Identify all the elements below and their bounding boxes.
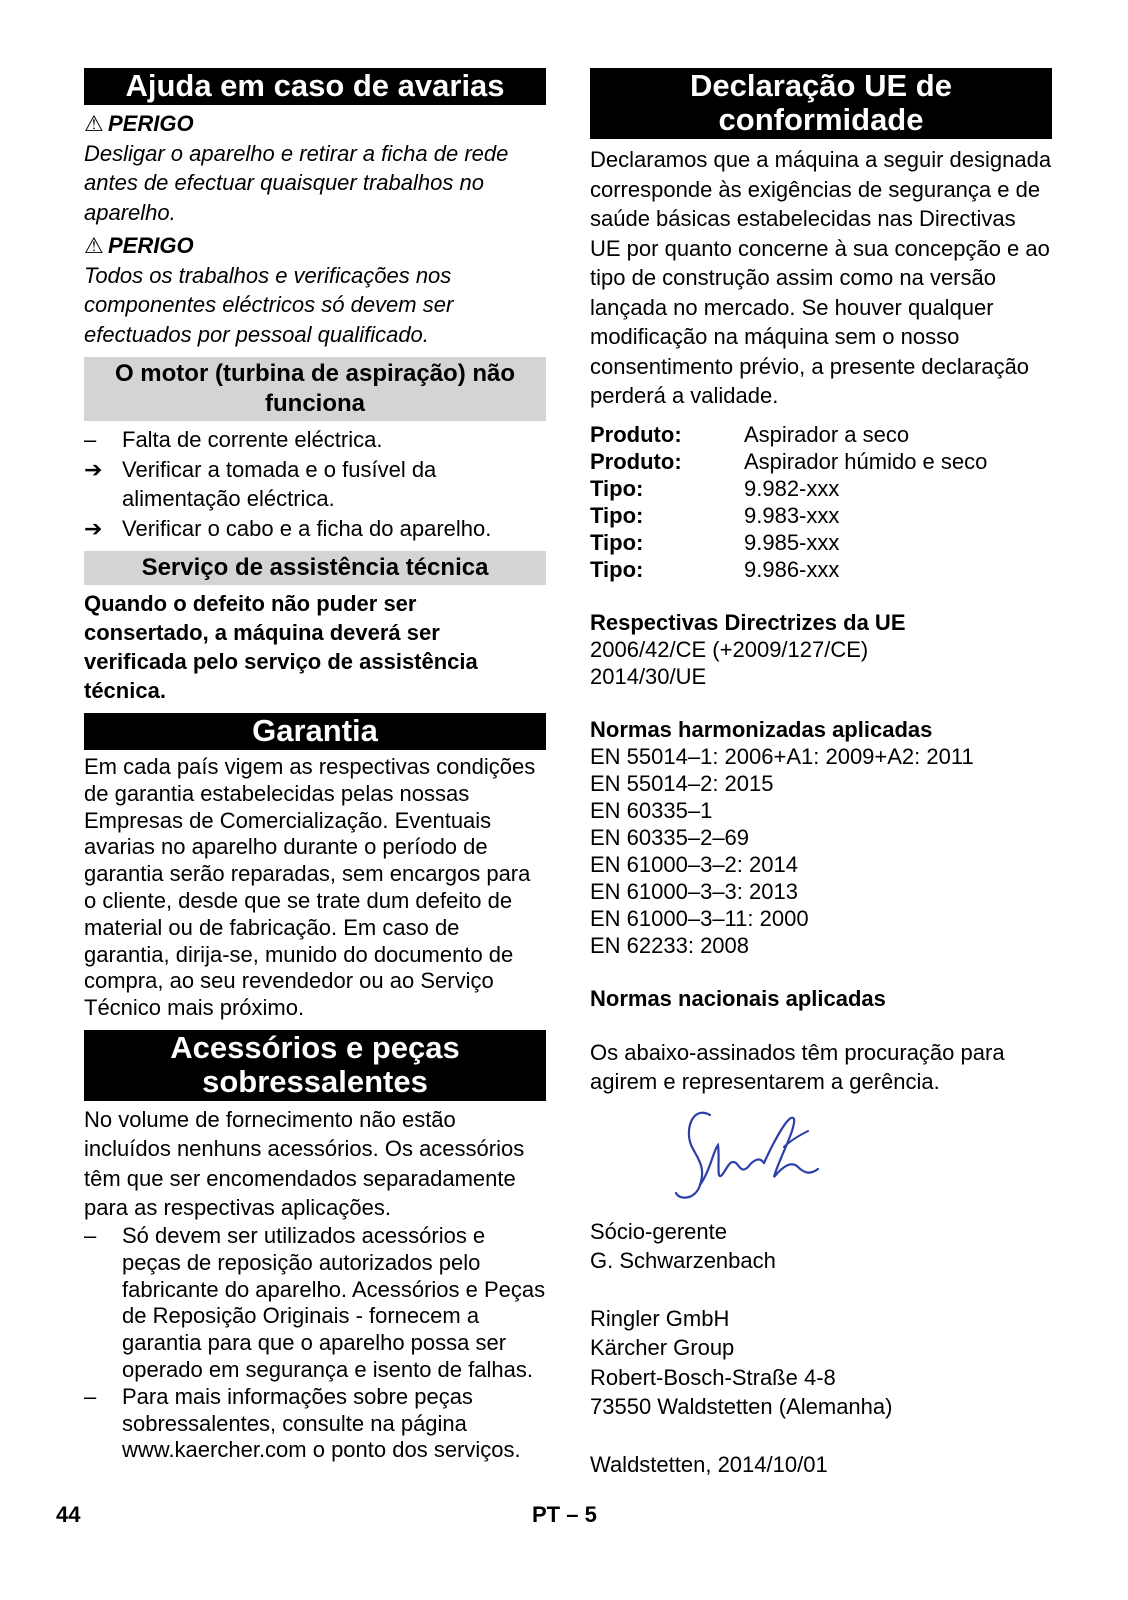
directive-item: 2006/42/CE (+2009/127/CE): [590, 636, 869, 662]
signatories-text: Os abaixo-assinados têm procuração para agirem e representarem a gerência.: [590, 1039, 1005, 1094]
norm-item: EN 62233: 2008: [590, 932, 750, 958]
section-title-garantia: Garantia: [84, 713, 546, 750]
company-line: 73550 Waldstetten (Alemanha): [590, 1394, 893, 1419]
motor-list: [84, 425, 546, 543]
signer-role: Sócio-gerente: [590, 1218, 727, 1244]
warning-text: Todos os trabalhos e verificações nos componentes eléctricos só devem ser efectuados por pessoal qualificado.: [84, 262, 454, 347]
arrow-right-icon: ➔: [84, 515, 103, 541]
section-title-avarias: Ajuda em caso de avarias: [84, 68, 546, 105]
left-column: [84, 68, 546, 1464]
norm-item: EN 61000–3–11: 2000: [590, 905, 809, 931]
norm-item: EN 60335–2–69: [590, 824, 750, 850]
acessorios-intro: No volume de fornecimento não estão incluídos nenhuns acessórios. Os acessórios têm que ser encomendados separadamente para as respectivas aplicações.: [84, 1106, 525, 1221]
warning-triangle-icon: ⚠: [84, 111, 104, 136]
norm-item: EN 60335–1: [590, 797, 713, 823]
spec-row: Produto: Aspirador a seco: [590, 421, 910, 447]
dash-marker: –: [84, 1222, 97, 1248]
company-line: Robert-Bosch-Straße 4-8: [590, 1364, 836, 1390]
acessorios-list: [84, 1223, 546, 1464]
norm-item: EN 61000–3–2: 2014: [590, 851, 798, 877]
norm-item: EN 61000–3–3: 2013: [590, 878, 798, 904]
dash-marker: –: [84, 427, 97, 452]
spec-row: Tipo: 9.982-xxx: [590, 475, 840, 501]
company-line: Kärcher Group: [590, 1335, 735, 1360]
norm-item: EN 55014–2: 2015: [590, 770, 774, 796]
place-date: Waldstetten, 2014/10/01: [590, 1451, 828, 1477]
spec-row: Produto: Aspirador húmido e seco: [590, 448, 988, 474]
signer-name: G. Schwarzenbach: [590, 1248, 776, 1273]
page-label: PT – 5: [532, 1502, 597, 1527]
directive-item: 2014/30/UE: [590, 663, 707, 689]
signature: [590, 1097, 1052, 1217]
garantia-text: Em cada país vigem as respectivas condições de garantia estabelecidas pelas nossas Empresas de Comercialização. Eventuais avarias no aparelho durante o período de garantia serão reparadas, sem encargos para o cliente, desde que se trate dum defeito de material ou de fabricação. Em caso de garantia, dirija-se, munido do documento de compra, ao seu revendedor ou ao Serviço Técnico mais próximo.: [84, 754, 536, 1021]
spec-row: Tipo: 9.983-xxx: [590, 502, 840, 528]
list-item: – Só devem ser utilizados acessórios e peças de reposição autorizados pelo fabricante do aparelho. Acessórios e Peças de Reposição Originais - fornecem a garantia para que o aparelho possa ser operado em segurança e isento de falhas.: [84, 1222, 546, 1382]
section-title-declaracao: Declaração UE de conformidade: [590, 68, 1052, 139]
arrow-right-icon: ➔: [84, 456, 103, 482]
norm-item: EN 55014–1: 2006+A1: 2009+A2: 2011: [590, 743, 974, 769]
declaracao-intro: Declaramos que a máquina a seguir designada corresponde às exigências de segurança e de saúde básicas estabelecidas nas Directivas UE por quanto concerne à sua concepção e ao tipo de construção assim como na versão lançada no mercado. Se houver qualquer modificação na máquina sem o nosso consentimento prévio, a presente declaração perderá a validade.: [590, 147, 1052, 408]
list-item: ➔ Verificar o cabo e a ficha do aparelho.: [84, 514, 546, 544]
warning-block: [84, 231, 546, 349]
section-title-acessorios: Acessórios e peças sobressalentes: [84, 1030, 546, 1101]
warning-block: [84, 109, 546, 227]
spec-row: Tipo: 9.985-xxx: [590, 529, 840, 555]
spec-table: [590, 421, 1052, 583]
list-item: – Falta de corrente eléctrica.: [84, 425, 546, 455]
dash-marker: –: [84, 1383, 97, 1409]
harmonized-title: Normas harmonizadas aplicadas: [590, 716, 933, 742]
warning-triangle-icon: ⚠: [84, 233, 104, 258]
spec-row: Tipo: 9.986-xxx: [590, 556, 840, 582]
national-title: Normas nacionais aplicadas: [590, 985, 886, 1011]
warning-label: PERIGO: [108, 233, 194, 258]
right-column: [590, 68, 1052, 1479]
directives-title: Respectivas Directrizes da UE: [590, 609, 906, 635]
list-item: – Para mais informações sobre peças sobressalentes, consulte na página www.kaercher.com o ponto dos serviços.: [84, 1383, 521, 1463]
section-title-servico: Serviço de assistência técnica: [84, 551, 546, 585]
list-item: ➔ Verificar a tomada e o fusível da alimentação eléctrica.: [84, 455, 546, 514]
company-line: Ringler GmbH: [590, 1305, 730, 1331]
servico-text: Quando o defeito não puder ser consertado, a máquina deverá ser verificada pelo serviço de assistência técnica.: [84, 591, 478, 703]
page-number: 44: [56, 1502, 81, 1527]
warning-label: PERIGO: [108, 111, 194, 136]
signature-icon: [670, 1101, 830, 1211]
warning-text: Desligar o aparelho e retirar a ficha de rede antes de efectuar quaisquer trabalhos no aparelho.: [84, 140, 509, 225]
section-title-motor: O motor (turbina de aspiração) não funciona: [84, 357, 546, 421]
